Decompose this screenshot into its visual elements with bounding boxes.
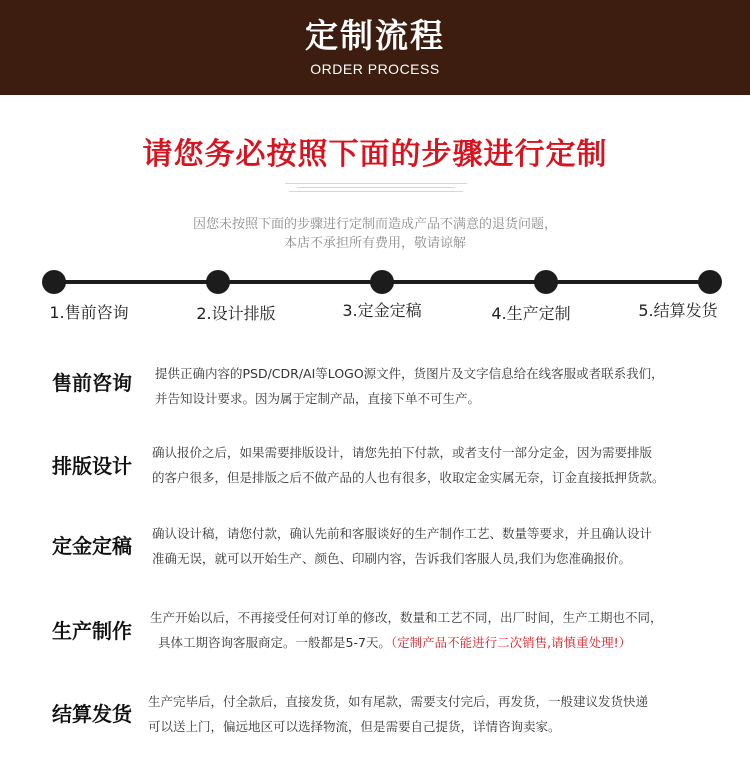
section-line: 生产开始以后，不再接受任何对订单的修改，数量和工艺不同，出厂时间，生产工期也不同， (150, 610, 663, 625)
section-line: 提供正确内容的PSD/CDR/AI等LOGO源文件，货图片及文字信息给在线客服或者联系我们， (155, 366, 664, 381)
section-title-presale: 售前咨询 (52, 371, 132, 395)
section-line: 确认报价之后，如果需要排版设计，请您先拍下付款，或者支付一部分定金，因为需要排版 (152, 445, 653, 460)
timeline-dot-2 (206, 270, 230, 294)
section-text-deposit (152, 521, 732, 571)
section-line: 生产完毕后，付全款后，直接发货，如有尾款，需要支付完后，再发货，一般建议发货快递 (148, 694, 649, 709)
section-title-deposit: 定金定稿 (52, 534, 132, 558)
section-text-layout (152, 440, 732, 490)
section-title-settlement: 结算发货 (52, 702, 132, 726)
section-title-layout: 排版设计 (52, 454, 132, 478)
warning-text: （定制产品不能进行二次销售,请慎重处理!） (390, 635, 632, 650)
section-line: 可以送上门，偏远地区可以选择物流，但是需要自己提货，详情咨询卖家。 (148, 719, 561, 734)
timeline-dot-5 (698, 270, 722, 294)
step-label-2: 2.设计排版 (196, 304, 276, 323)
header-banner (0, 0, 750, 95)
header-subtitle: ORDER PROCESS (310, 61, 440, 77)
notice-text (0, 215, 750, 253)
section-line (150, 630, 730, 655)
main-title: 请您务必按照下面的步骤进行定制 (142, 137, 608, 172)
section-text-presale (155, 361, 735, 411)
section-title-production: 生产制作 (52, 619, 132, 643)
timeline-dot-4 (534, 270, 558, 294)
notice-line-2: 本店不承担所有费用，敬请谅解 (283, 236, 466, 251)
timeline-dot-1 (42, 270, 66, 294)
section-line: 确认设计稿，请您付款，确认先前和客服谈好的生产制作工艺、数量等要求，并且确认设计 (152, 526, 653, 541)
section-line: 并告知设计要求。因为属于定制产品，直接下单不可生产。 (155, 391, 481, 406)
step-label-3: 3.定金定稿 (342, 301, 422, 320)
section-line-text: 具体工期咨询客服商定。一般都是5-7天。 (158, 635, 391, 650)
section-line: 准确无误，就可以开始生产、颜色、印刷内容，告诉我们客服人员,我们为您准确报价。 (152, 551, 631, 566)
notice-line-1: 因您未按照下面的步骤进行定制而造成产品不满意的退货问题， (192, 217, 557, 232)
step-label-4: 4.生产定制 (491, 304, 571, 323)
step-label-1: 1.售前咨询 (49, 303, 129, 322)
step-label-5: 5.结算发货 (638, 301, 718, 320)
header-title: 定制流程 (305, 16, 445, 55)
decorative-lines (285, 183, 467, 197)
section-text-settlement (148, 689, 728, 739)
section-text-production (150, 605, 730, 655)
timeline-dot-3 (370, 270, 394, 294)
section-line: 的客户很多，但是排版之后不做产品的人也有很多，收取定金实属无奈，订金直接抵押货款。 (152, 470, 665, 485)
